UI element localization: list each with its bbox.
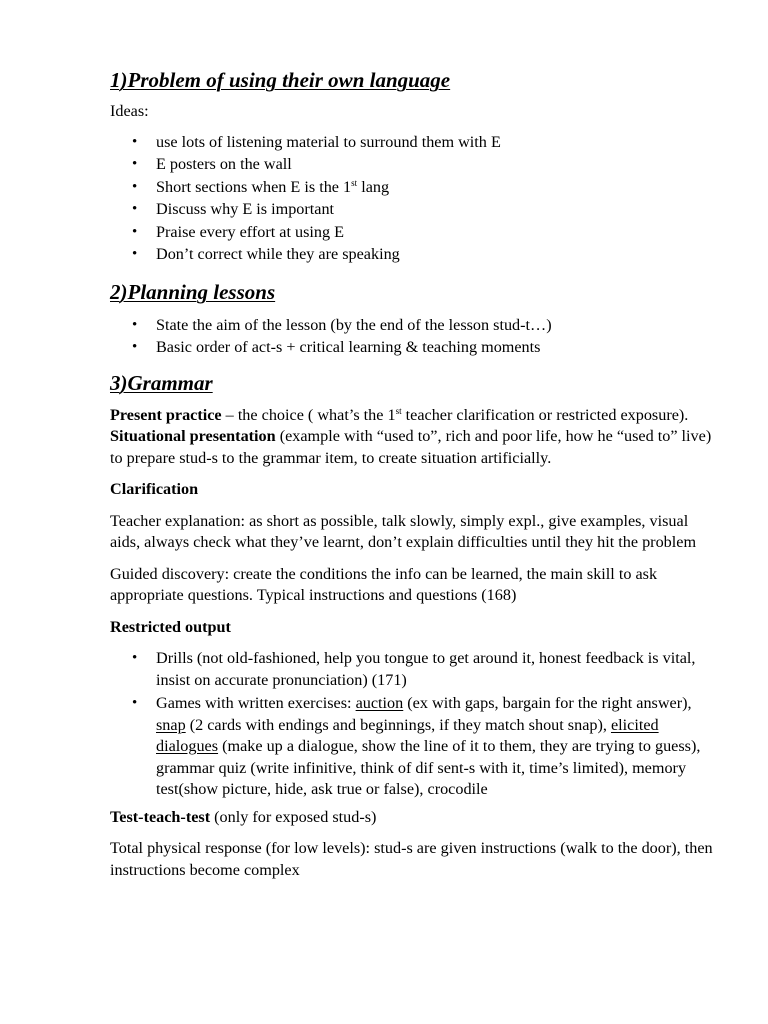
- list-item: • E posters on the wall: [156, 153, 718, 176]
- section-1-heading: 1)Problem of using their own language: [110, 68, 451, 92]
- guided-discovery-paragraph: Guided discovery: create the conditions the info can be learned, the main skill to ask appropriate questions. Typical instructions and questions (168): [110, 564, 658, 604]
- list-item: • Basic order of act-s + critical learning & teaching moments: [156, 336, 718, 359]
- ideas-label: Ideas:: [110, 102, 149, 120]
- list-item: • State the aim of the lesson (by the end of the lesson stud-t…): [156, 314, 718, 337]
- list-item: • Drills (not old-fashioned, help you tongue to get around it, honest feedback is vital, insist on accurate pronunciation) (171): [156, 648, 718, 691]
- list-item: • Short sections when E is the 1st lang: [156, 176, 718, 199]
- restricted-output-list: [110, 648, 718, 801]
- section-3-heading: 3)Grammar: [110, 370, 213, 395]
- list-item: • use lots of listening material to surround them with E: [156, 131, 718, 154]
- restricted-output-heading: Restricted output: [110, 617, 231, 636]
- total-physical-response-paragraph: Total physical response (for low levels): stud-s are given instructions (walk to the door), then instructions become complex: [110, 839, 713, 879]
- section-2-heading: 2)Planning lessons: [110, 279, 276, 304]
- test-teach-test-paragraph: Test-teach-test (only for exposed stud-s): [110, 807, 377, 826]
- planning-list: [110, 314, 718, 359]
- teacher-explanation-paragraph: Teacher explanation: as short as possible, talk slowly, simply expl., give examples, visual aids, always check what they’ve learnt, don’t explain difficulties until they hit the problem: [110, 511, 697, 551]
- present-practice-paragraph: Present practice – the choice ( what’s the 1st teacher clarification or restricted exposure). Situational presentation (example with “used to”, rich and poor life, how he “used to” live) to prepare stud-s to the grammar item, to create situation artificially.: [110, 405, 712, 467]
- list-item: • Discuss why E is important: [156, 198, 718, 221]
- list-item: • Games with written exercises: auction (ex with gaps, bargain for the right answer), snap (2 cards with endings and beginnings, if they match shout snap), elicited dialogues (make up a dialogue, show the line of it to them, they are trying to guess), grammar quiz (write infinitive, think of dif sent-s with it, time’s limited), memory test(show picture, hide, ask true or false), crocodile: [156, 693, 718, 801]
- list-item: • Don’t correct while they are speaking: [156, 243, 718, 266]
- ideas-list: [110, 131, 718, 266]
- clarification-heading: Clarification: [110, 480, 199, 498]
- list-item: • Praise every effort at using E: [156, 221, 718, 244]
